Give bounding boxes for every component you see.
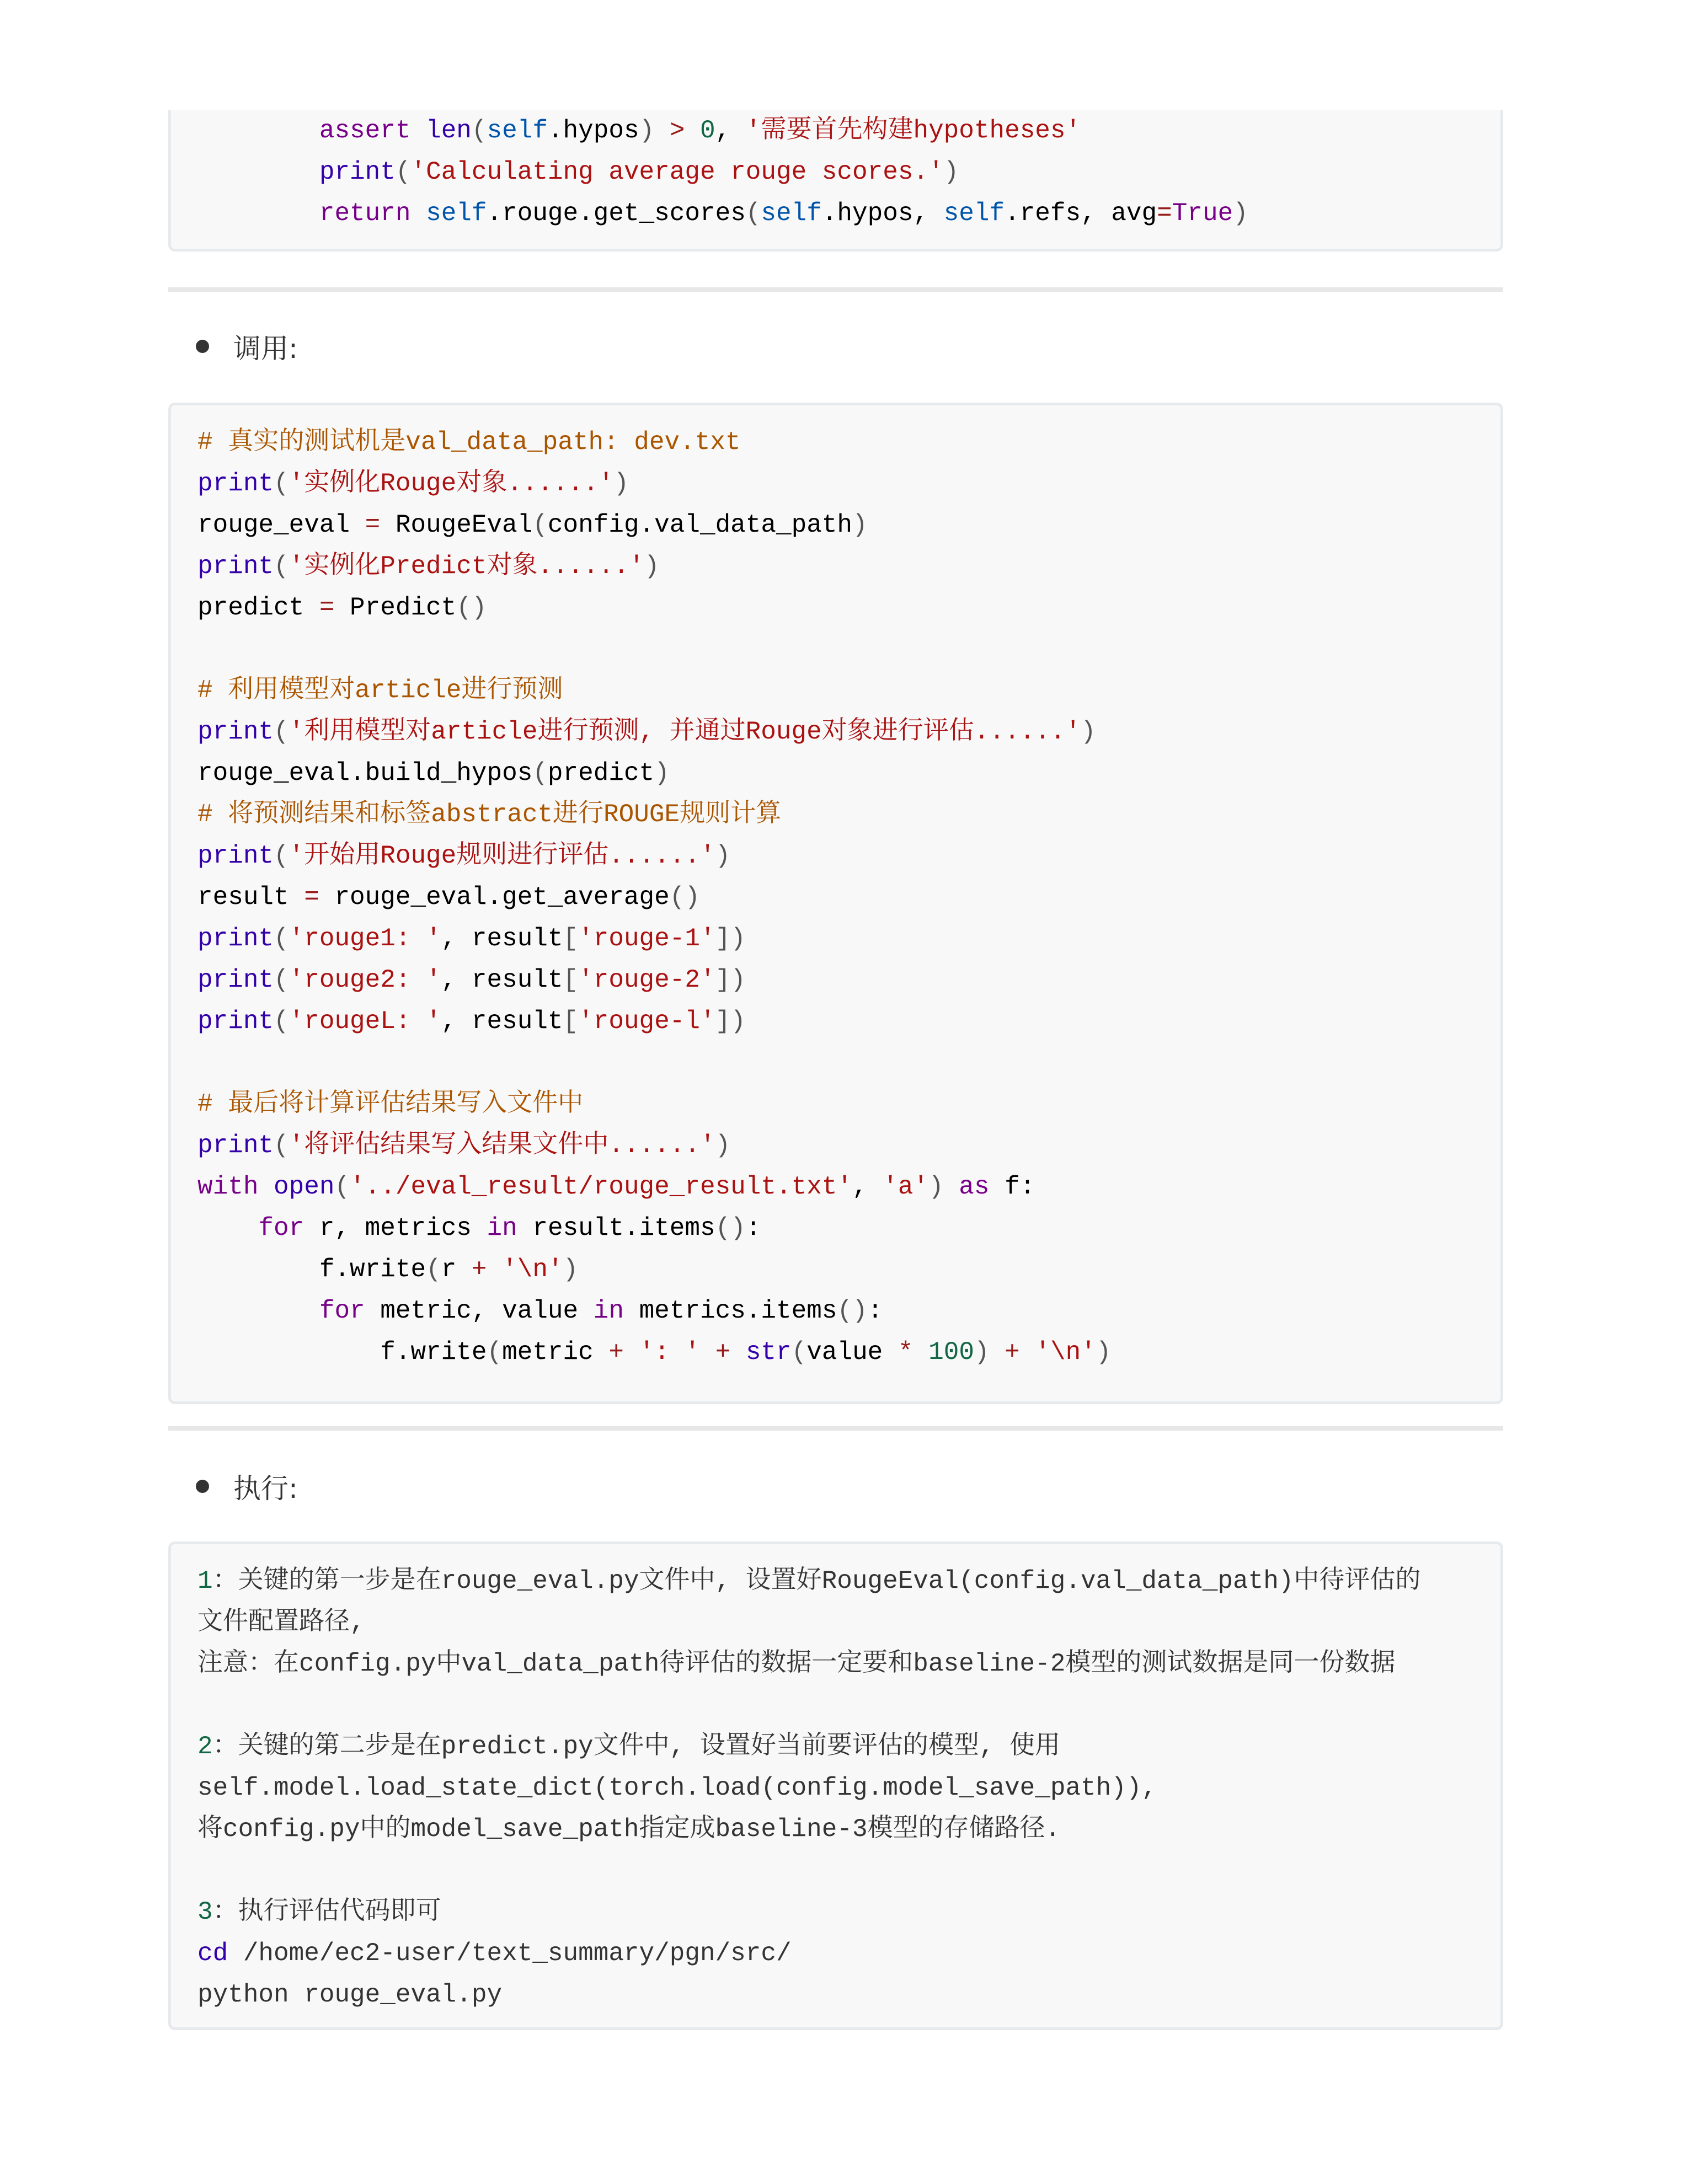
code-token-string: 'rouge2: ' — [289, 966, 441, 994]
code-token-keyword: as — [959, 1173, 990, 1201]
code-token-text: python rouge_eval.py — [197, 1980, 503, 2009]
code-token-plain: rouge_eval — [197, 511, 365, 539]
code-token-string: '开始用Rouge规则进行评估......' — [289, 842, 715, 870]
bullet-label: 调用: — [233, 333, 298, 365]
code-line — [197, 1850, 1474, 1892]
code-token-bracket: ) — [715, 1131, 731, 1160]
code-line — [197, 1001, 1474, 1042]
code-line — [197, 711, 1474, 753]
code-token-builtin: print — [197, 552, 274, 581]
code-token-bracket: ]) — [715, 924, 746, 953]
code-token-bracket: [ — [563, 924, 579, 953]
code-token-bracket: ( — [426, 1255, 441, 1284]
code-line — [197, 877, 1474, 918]
code-token-bracket: ( — [274, 1131, 289, 1160]
code-line — [197, 1974, 1474, 2016]
code-line — [197, 110, 1474, 152]
code-token-text: /home/ec2-user/text_summary/pgn/src/ — [228, 1939, 792, 1968]
code-token-string: '实例化Rouge对象......' — [289, 469, 614, 498]
code-token-bracket: [ — [563, 966, 579, 994]
bullet-item-invoke — [196, 324, 298, 368]
code-token-plain: value — [806, 1338, 898, 1367]
code-token-plain: metric — [502, 1338, 609, 1367]
code-token-operator: + — [471, 1255, 487, 1284]
code-line — [197, 193, 1474, 234]
code-token-plain — [197, 1214, 258, 1243]
code-token-plain — [487, 1255, 503, 1284]
code-token-builtin: print — [319, 158, 396, 186]
code-token-builtin: open — [274, 1173, 335, 1201]
code-token-string: '../eval_result/rouge_result.txt' — [350, 1173, 853, 1201]
code-token-bracket: ( — [274, 1007, 289, 1036]
code-token-bracket: ) — [943, 158, 959, 186]
code-line — [197, 918, 1474, 960]
code-token-keyword: for — [319, 1297, 365, 1325]
code-token-keyword: return — [319, 199, 411, 228]
code-block-execute[interactable] — [168, 1541, 1503, 2030]
code-token-string: '实例化Predict对象......' — [289, 552, 644, 581]
code-token-bracket: ( — [791, 1338, 807, 1367]
code-token-plain: Predict — [334, 593, 457, 622]
code-token-bracket: ) — [928, 1173, 944, 1201]
code-line — [197, 629, 1474, 670]
bullet-label: 执行: — [233, 1473, 298, 1505]
code-token-operator: = — [319, 593, 335, 622]
code-token-text: ：关键的第二步是在predict.py文件中, 设置好当前要评估的模型, 使用 — [212, 1732, 1061, 1761]
code-token-number: 0 — [700, 116, 715, 145]
code-token-text: 将config.py中的model_save_path指定成baseline-3模型的存储路径. — [197, 1815, 1061, 1844]
code-token-plain — [990, 1338, 1005, 1367]
code-token-builtin: cd — [197, 1939, 228, 1968]
code-token-plain: config.val_data_path — [547, 511, 853, 539]
code-token-bracket: ) — [974, 1338, 990, 1367]
code-token-plain: f: — [989, 1173, 1035, 1201]
code-token-keyword: for — [258, 1214, 305, 1243]
code-token-operator: + — [1005, 1338, 1020, 1367]
code-token-keyword: in — [487, 1214, 517, 1243]
code-line — [197, 670, 1474, 711]
code-token-builtin: print — [197, 1007, 274, 1036]
code-token-plain: , result — [441, 966, 563, 994]
code-token-operator: = — [1157, 199, 1172, 228]
code-token-bracket: () — [715, 1214, 746, 1243]
code-token-plain: r — [441, 1255, 472, 1284]
code-token-keyword: True — [1172, 199, 1233, 228]
code-token-variable2: self — [761, 199, 822, 228]
code-token-text: 文件配置路径, — [197, 1608, 365, 1637]
code-token-plain: metrics.items — [623, 1297, 837, 1325]
code-line — [197, 1768, 1474, 1809]
code-line — [197, 1644, 1474, 1685]
bullet-dot-icon — [196, 340, 209, 353]
code-line — [197, 1561, 1474, 1602]
code-block-invoke[interactable] — [168, 403, 1503, 1404]
code-token-bracket: () — [669, 883, 700, 912]
code-token-bracket: ) — [852, 511, 868, 539]
code-token-operator: + — [608, 1338, 624, 1367]
code-token-text: self.model.load_state_dict(torch.load(config.model_save_path)), — [197, 1774, 1157, 1802]
code-token-plain — [197, 1297, 319, 1325]
code-token-number: 2 — [197, 1732, 213, 1761]
code-token-plain: .hypos — [547, 116, 639, 145]
code-token-bracket: ( — [274, 924, 289, 953]
code-token-keyword: in — [593, 1297, 624, 1325]
code-token-text: ：执行评估代码即可 — [212, 1898, 441, 1926]
code-line — [197, 1726, 1474, 1768]
code-token-bracket: ( — [274, 718, 289, 746]
code-line — [197, 152, 1474, 193]
code-token-bracket: ( — [471, 116, 487, 145]
code-token-operator: = — [365, 511, 381, 539]
code-token-bracket: ) — [563, 1255, 579, 1284]
code-token-comment: # 真实的测试机是val_data_path: dev.txt — [197, 428, 741, 457]
code-line — [197, 1166, 1474, 1208]
code-token-builtin: print — [197, 1131, 274, 1160]
code-token-builtin: print — [197, 718, 274, 746]
code-line — [197, 1809, 1474, 1850]
code-token-plain: result — [197, 883, 305, 912]
code-token-bracket: ( — [532, 759, 548, 788]
code-token-plain — [258, 1173, 274, 1201]
code-line — [197, 1125, 1474, 1166]
code-token-plain: : — [867, 1297, 883, 1325]
code-token-bracket: ) — [1080, 718, 1096, 746]
code-token-plain — [410, 116, 426, 145]
code-token-comment: # 最后将计算评估结果写入文件中 — [197, 1090, 584, 1118]
horizontal-rule — [168, 1426, 1503, 1431]
code-line — [197, 1892, 1474, 1933]
code-token-variable2: self — [943, 199, 1005, 228]
code-line — [197, 587, 1474, 629]
code-token-plain — [914, 1338, 929, 1367]
code-token-plain: metric, value — [365, 1297, 594, 1325]
code-token-plain — [197, 199, 319, 228]
code-token-plain: predict — [197, 593, 319, 622]
code-token-bracket: ) — [715, 842, 731, 870]
code-line — [197, 1042, 1474, 1084]
code-line — [197, 1291, 1474, 1332]
code-token-plain — [197, 116, 319, 145]
code-token-builtin: print — [197, 966, 274, 994]
code-line — [197, 794, 1474, 836]
code-token-builtin: print — [197, 924, 274, 953]
code-token-keyword: assert — [319, 116, 411, 145]
code-token-string: 'rougeL: ' — [289, 1007, 441, 1036]
code-token-bracket: ) — [644, 552, 660, 581]
code-token-string: '利用模型对article进行预测, 并通过Rouge对象进行评估......' — [289, 718, 1081, 746]
code-token-builtin: len — [426, 116, 472, 145]
code-token-plain — [654, 116, 670, 145]
code-token-text: 注意：在config.py中val_data_path待评估的数据一定要和baseline-2模型的测试数据是同一份数据 — [197, 1650, 1396, 1678]
code-token-plain: f.write — [197, 1338, 487, 1367]
code-token-bracket: ( — [532, 511, 548, 539]
code-token-builtin: print — [197, 842, 274, 870]
code-line — [197, 1332, 1474, 1373]
code-line — [197, 546, 1474, 587]
code-line — [197, 753, 1474, 794]
code-line — [197, 1208, 1474, 1249]
code-token-operator: + — [715, 1338, 731, 1367]
code-token-bracket: () — [456, 593, 487, 622]
code-token-bracket: ) — [639, 116, 655, 145]
code-token-comment: # 将预测结果和标签abstract进行ROUGE规则计算 — [197, 800, 782, 829]
code-token-plain — [197, 158, 319, 186]
code-token-bracket: () — [837, 1297, 868, 1325]
code-token-plain: , — [715, 116, 746, 145]
code-token-bracket: ( — [745, 199, 761, 228]
code-line — [197, 836, 1474, 877]
code-line — [197, 1602, 1474, 1644]
code-token-plain: f.write — [197, 1255, 426, 1284]
code-token-bracket: ( — [274, 966, 289, 994]
code-token-bracket: ) — [1096, 1338, 1112, 1367]
bullet-item-execute — [196, 1464, 298, 1508]
code-token-plain: : — [745, 1214, 761, 1243]
code-token-bracket: ) — [654, 759, 670, 788]
code-token-builtin: str — [745, 1338, 792, 1367]
code-token-comment: # 利用模型对article进行预测 — [197, 676, 563, 705]
code-token-bracket: ( — [274, 552, 289, 581]
code-block-get-average[interactable] — [168, 110, 1503, 251]
code-token-string: '需要首先构建hypotheses' — [745, 116, 1081, 145]
code-token-plain: , result — [441, 1007, 563, 1036]
code-token-number: 100 — [928, 1338, 974, 1367]
code-token-plain — [944, 1173, 959, 1201]
code-token-string: 'Calculating average rouge scores.' — [410, 158, 944, 186]
code-line — [197, 422, 1474, 463]
code-line — [197, 1084, 1474, 1125]
code-token-plain: .hypos, — [821, 199, 944, 228]
code-token-text: ：关键的第一步是在rouge_eval.py文件中, 设置好RougeEval(config.val_data_path)中待评估的 — [212, 1567, 1421, 1596]
code-token-operator: = — [304, 883, 319, 912]
code-token-operator: > — [669, 116, 685, 145]
code-line — [197, 505, 1474, 546]
code-token-plain: , result — [441, 924, 563, 953]
code-line — [197, 463, 1474, 505]
code-token-bracket: ]) — [715, 1007, 746, 1036]
code-token-string: '\n' — [1035, 1338, 1096, 1367]
code-token-string: 'rouge1: ' — [289, 924, 441, 953]
code-token-bracket: ( — [274, 469, 289, 498]
code-token-plain — [624, 1338, 639, 1367]
code-token-plain: predict — [547, 759, 655, 788]
code-line — [197, 1685, 1474, 1726]
code-token-bracket: ( — [395, 158, 411, 186]
code-token-variable2: self — [426, 199, 487, 228]
code-token-string: 'rouge-2' — [578, 966, 715, 994]
code-token-bracket: [ — [563, 1007, 579, 1036]
code-token-bracket: ( — [487, 1338, 503, 1367]
code-token-bracket: ) — [613, 469, 629, 498]
code-token-variable2: self — [487, 116, 548, 145]
code-line — [197, 1249, 1474, 1291]
code-token-plain — [685, 116, 700, 145]
code-token-string: 'rouge-1' — [578, 924, 715, 953]
code-token-string: ': ' — [639, 1338, 700, 1367]
code-token-bracket: ( — [274, 842, 289, 870]
code-token-plain — [1020, 1338, 1035, 1367]
code-token-string: 'rouge-l' — [578, 1007, 715, 1036]
code-token-plain: .refs, avg — [1005, 199, 1157, 228]
code-token-string: '将评估结果写入结果文件中......' — [289, 1131, 715, 1160]
bullet-dot-icon — [196, 1480, 209, 1493]
code-token-number: 1 — [197, 1567, 213, 1596]
code-token-keyword: with — [197, 1173, 259, 1201]
code-token-plain: rouge_eval.build_hypos — [197, 759, 533, 788]
code-token-string: '\n' — [502, 1255, 563, 1284]
code-token-plain: .rouge.get_scores — [487, 199, 746, 228]
code-token-plain: result.items — [517, 1214, 715, 1243]
code-token-operator: * — [898, 1338, 914, 1367]
code-token-builtin: print — [197, 469, 274, 498]
code-token-plain: RougeEval — [380, 511, 533, 539]
code-token-bracket: ( — [334, 1173, 350, 1201]
code-token-plain: r, metrics — [304, 1214, 487, 1243]
code-token-plain: , — [852, 1173, 883, 1201]
code-token-bracket: ]) — [715, 966, 746, 994]
code-token-string: 'a' — [883, 1173, 929, 1201]
code-token-plain — [410, 199, 426, 228]
code-token-number: 3 — [197, 1898, 213, 1926]
code-token-bracket: ) — [1233, 199, 1248, 228]
code-line — [197, 1933, 1474, 1974]
code-line — [197, 960, 1474, 1001]
code-token-plain — [730, 1338, 746, 1367]
code-token-plain: rouge_eval.get_average — [319, 883, 670, 912]
horizontal-rule — [168, 287, 1503, 292]
code-token-plain — [700, 1338, 715, 1367]
